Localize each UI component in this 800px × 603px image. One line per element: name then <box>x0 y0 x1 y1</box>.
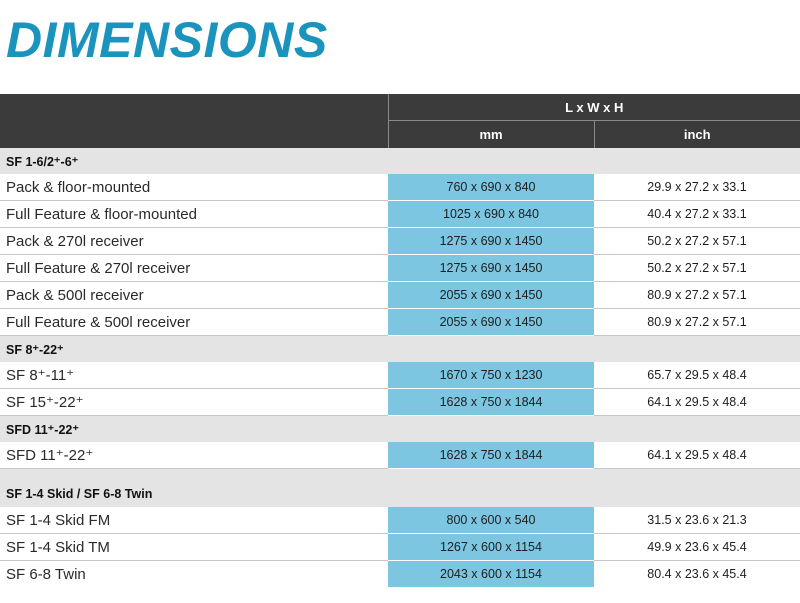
row-mm: 1275 x 690 x 1450 <box>388 255 594 282</box>
table-row <box>0 282 800 309</box>
table-row <box>0 201 800 228</box>
header-lwh: L x W x H <box>388 94 800 121</box>
row-name: Pack & floor-mounted <box>0 174 388 201</box>
row-mm: 800 x 600 x 540 <box>388 507 594 534</box>
row-inch: 49.9 x 23.6 x 45.4 <box>594 534 800 561</box>
table-row <box>0 362 800 389</box>
row-inch: 80.9 x 27.2 x 57.1 <box>594 309 800 336</box>
table-row <box>0 507 800 534</box>
row-inch: 64.1 x 29.5 x 48.4 <box>594 389 800 416</box>
section-header <box>0 481 800 507</box>
row-mm: 1275 x 690 x 1450 <box>388 228 594 255</box>
section-label: SF 1-4 Skid / SF 6-8 Twin <box>0 481 800 507</box>
section-header <box>0 336 800 363</box>
table-row <box>0 389 800 416</box>
section-header <box>0 416 800 443</box>
row-name: SF 8⁺-11⁺ <box>0 362 388 389</box>
spacer-cell <box>0 469 800 482</box>
section-header <box>0 148 800 174</box>
row-inch: 31.5 x 23.6 x 21.3 <box>594 507 800 534</box>
row-mm: 2055 x 690 x 1450 <box>388 282 594 309</box>
table-row <box>0 309 800 336</box>
row-mm: 2055 x 690 x 1450 <box>388 309 594 336</box>
header-inch: inch <box>594 121 800 149</box>
table-row <box>0 534 800 561</box>
section-spacer <box>0 469 800 482</box>
table-row <box>0 442 800 469</box>
page-title: DIMENSIONS <box>6 12 328 68</box>
row-name: SFD 11⁺-22⁺ <box>0 442 388 469</box>
row-mm: 760 x 690 x 840 <box>388 174 594 201</box>
row-name: SF 6-8 Twin <box>6 565 86 583</box>
header-blank-cell <box>0 94 388 148</box>
row-mm: 1025 x 690 x 840 <box>388 201 594 228</box>
table-row <box>0 255 800 282</box>
header-mm: mm <box>388 121 594 149</box>
row-name: SF 15⁺-22⁺ <box>0 389 388 416</box>
row-mm: 1267 x 600 x 1154 <box>388 534 594 561</box>
row-mm: 1670 x 750 x 1230 <box>388 362 594 389</box>
table-row <box>0 228 800 255</box>
row-inch: 50.2 x 27.2 x 57.1 <box>594 255 800 282</box>
section-label: SFD 11⁺-22⁺ <box>0 416 800 443</box>
row-mm: 1628 x 750 x 1844 <box>388 389 594 416</box>
row-name: Pack & 500l receiver <box>0 282 388 309</box>
row-mm: 2043 x 600 x 1154 <box>388 561 594 588</box>
row-inch: 80.9 x 27.2 x 57.1 <box>594 282 800 309</box>
row-mm: 1628 x 750 x 1844 <box>388 442 594 469</box>
table-row <box>0 561 800 588</box>
row-name: Full Feature & floor-mounted <box>0 201 388 228</box>
row-inch: 50.2 x 27.2 x 57.1 <box>594 228 800 255</box>
row-name: Pack & 270l receiver <box>0 228 388 255</box>
row-inch: 40.4 x 27.2 x 33.1 <box>594 201 800 228</box>
table-row <box>0 174 800 201</box>
row-inch: 29.9 x 27.2 x 33.1 <box>594 174 800 201</box>
section-label: SF 1-6/2⁺-6⁺ <box>0 148 800 174</box>
row-inch: 64.1 x 29.5 x 48.4 <box>594 442 800 469</box>
row-name: SF 1-4 Skid TM <box>0 534 388 561</box>
section-label: SF 8⁺-22⁺ <box>0 336 800 363</box>
row-name: SF 1-4 Skid FM <box>0 507 388 534</box>
row-inch: 65.7 x 29.5 x 48.4 <box>594 362 800 389</box>
row-name: Full Feature & 500l receiver <box>0 309 388 336</box>
row-inch: 80.4 x 23.6 x 45.4 <box>647 567 747 581</box>
dimensions-table <box>0 94 800 587</box>
header-row-group <box>0 94 800 121</box>
row-name: Full Feature & 270l receiver <box>0 255 388 282</box>
